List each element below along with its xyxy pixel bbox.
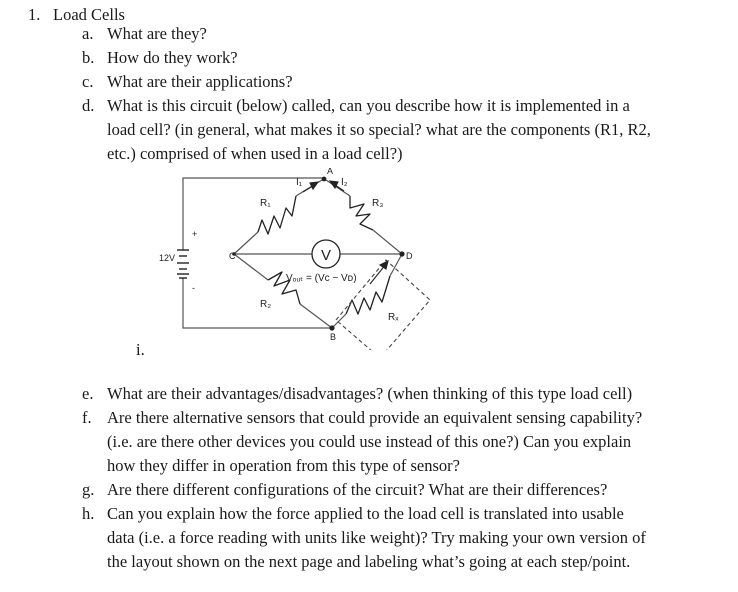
wire-r3-to-d: [373, 230, 402, 254]
label-rx: Rₓ: [388, 312, 399, 323]
node-a-dot: [322, 177, 327, 182]
item-g-marker: g.: [82, 480, 95, 499]
wire-bottom: [183, 278, 332, 328]
label-minus: -: [192, 283, 195, 293]
item-f-text-line-2: (i.e. are there other devices you could use instead of this one?) Can you explain: [107, 432, 632, 451]
item-f-marker: f.: [82, 408, 92, 427]
item-a-text: What are they?: [107, 24, 207, 43]
item-c-text: What are their applications?: [107, 72, 293, 91]
item-d-text-line-3: etc.) comprised of when used in a load cell?): [107, 144, 403, 163]
item-f-text-line-1: Are there alternative sensors that could provide an equivalent sensing capability?: [107, 408, 643, 427]
voltmeter-label: V: [320, 247, 332, 264]
item-b-marker: b.: [82, 48, 95, 67]
node-b-dot: [329, 325, 334, 330]
label-r1: R₁: [260, 198, 271, 209]
wire-c-to-r2: [234, 254, 268, 280]
item-h-text-line-2: data (i.e. a force reading with units like weight)? Try making your own version of: [107, 528, 646, 547]
item-h-text-line-3: the layout shown on the next page and labeling what’s going at each step/point.: [107, 552, 631, 571]
label-battery: 12V: [159, 253, 176, 263]
wheatstone-bridge-diagram: [150, 168, 450, 350]
label-r2: R₂: [260, 299, 272, 310]
heading-number: 1.: [28, 5, 41, 24]
label-vout: Vₒᵤₜ = (Vc − Vᴅ): [286, 273, 357, 284]
resistor-r3: [350, 196, 373, 230]
wire-r2-to-b: [300, 304, 332, 328]
item-b-text: How do they work?: [107, 48, 238, 67]
item-g-text: Are there different configurations of the circuit? What are their differences?: [107, 480, 608, 499]
label-node-c: C: [229, 251, 236, 261]
wire-top: [183, 178, 324, 250]
label-node-d: D: [406, 251, 413, 261]
label-plus: +: [192, 229, 198, 239]
label-i2: I₂: [341, 177, 348, 188]
arrowhead-vout: [380, 261, 388, 269]
figure-marker: i.: [136, 340, 145, 359]
item-c-marker: c.: [82, 72, 94, 91]
label-node-b: B: [330, 332, 337, 342]
item-e-text: What are their advantages/disadvantages? (when thinking of this type load cell): [107, 384, 633, 403]
item-h-marker: h.: [82, 504, 95, 523]
heading-title: Load Cells: [53, 5, 125, 24]
label-node-a: A: [327, 168, 334, 176]
item-e-marker: e.: [82, 384, 94, 403]
item-a-marker: a.: [82, 24, 94, 43]
label-r3: R₃: [372, 198, 384, 209]
item-d-text-line-2: load cell? (in general, what makes it so special? what are the components (R1, R2,: [107, 120, 651, 139]
item-f-text-line-3: how they differ in operation from this type of sensor?: [107, 456, 460, 475]
wire-b-to-rx: [332, 314, 346, 328]
item-d-marker: d.: [82, 96, 95, 115]
item-d-text-line-1: What is this circuit (below) called, can you describe how it is implemented in a: [107, 96, 630, 115]
arrowhead-i1: [310, 182, 318, 189]
item-h-text-line-1: Can you explain how the force applied to the load cell is translated into usable: [107, 504, 624, 523]
wire-c-to-r1: [234, 232, 258, 254]
node-d-dot: [399, 251, 404, 256]
label-i1: I₁: [296, 177, 303, 188]
